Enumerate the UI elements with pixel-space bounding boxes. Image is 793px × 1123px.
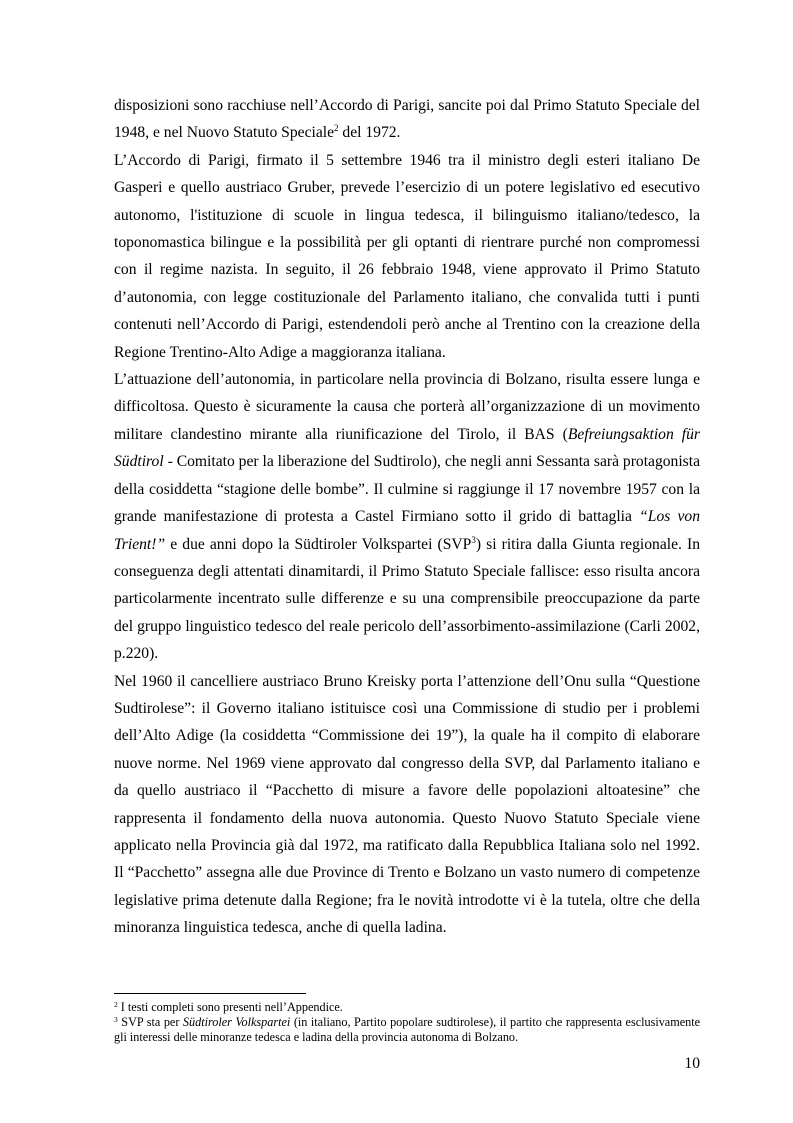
paragraph-3-text-c: e due anni dopo la Südtiroler Volkspartei (SVP [165,535,472,553]
footnote-3-text-b: (in italiano, Partito popolare sudtirolese), il partito che rappresenta esclusivamente gli interessi delle minoranze tedesca e ladina della provincia autonoma di Bolzano. [114,1015,700,1044]
bas-name-italic: Befreiungsaktion für Südtirol [114,425,700,471]
paragraph-1 [114,92,700,147]
footnote-2 [114,1000,700,1015]
footnote-2-mark: 2 [114,1000,118,1009]
footnote-3-text-a: SVP sta per [117,1015,183,1029]
page-number: 10 [684,1055,700,1072]
footnote-ref-3: 3 [471,534,476,545]
footnote-3-mark: 3 [114,1015,118,1024]
paragraph-3-text-a: L’attuazione dell’autonomia, in particolare nella provincia di Bolzano, risulta essere lunga e difficoltosa. Questo è sicuramente la causa che porterà all’organizzazione di un movimento militare clandestino mirante alla riunificazione del Tirolo, il BAS ( [114,371,700,443]
paragraph-3-text-d: ) si ritira dalla Giunta regionale. In conseguenza degli attentati dinamitardi, il Primo Statuto Speciale fallisce: esso risulta ancora particolarmente incentrato sulle differenze e su una comprensibile preoccupazione da parte del gruppo linguistico tedesco del reale pericolo dell’assorbimento-assimilazione (Carli 2002, p.220). [114,535,700,663]
paragraph-2: L’Accordo di Parigi, firmato il 5 settembre 1946 tra il ministro degli esteri italiano De Gasperi e quello austriaco Gruber, prevede l’esercizio di un potere legislativo ed esecutivo autonomo, l'istituzione di scuole in lingua tedesca, il bilinguismo italiano/tedesco, la toponomastica bilingue e la possibilità per gli optanti di rientrare purché non compromessi con il regime nazista. In seguito, il 26 febbraio 1948, viene approvato il Primo Statuto d’autonomia, con legge costituzionale del Parlamento italiano, che convalida tutti i punti contenuti nell’Accordo di Parigi, estendendoli però anche al Trentino con la creazione della Regione Trentino-Alto Adige a maggioranza italiana. [114,151,700,361]
paragraph-3-text-b: - Comitato per la liberazione del Sudtirolo), che negli anni Sessanta sarà protagonista della cosiddetta “stagione delle bombe”. Il culmine si raggiunge il 17 novembre 1957 con la grande manifestazione di protesta a Castel Firmiano sotto il grido di battaglia [114,453,700,526]
paragraph-4: Nel 1960 il cancelliere austriaco Bruno Kreisky porta l’attenzione dell’Onu sulla “Questione Sudtirolese”: il Governo italiano istituisce così una Commissione di studio per i problemi dell’Alto Adige (la cosiddetta “Commissione dei 19”), la quale ha il compito di elaborare nuove norme. Nel 1969 viene approvato dal congresso della SVP, dal Parlamento italiano e da quello austriaco il “Pacchetto di misure a favore delle popolazioni altoatesine” che rappresenta il fondamento della nuova autonomia. Questo Nuovo Statuto Speciale viene applicato nella Provincia già dal 1972, ma ratificato dalla Repubblica Italiana solo nel 1992. Il “Pacchetto” assegna alle due Province di Trento e Bolzano un vasto numero di competenze legislative prima detenute dalla Regione; fra le novità introdotte vi è la tutela, oltre che della minoranza linguistica tedesca, anche di quella ladina. [114,672,700,937]
footnote-2-text: I testi completi sono presenti nell’Appendice. [117,1000,343,1014]
footnote-ref-2: 2 [334,123,339,134]
footnote-3-italic: Südtiroler Volkspartei [182,1015,291,1029]
footnote-3 [114,1015,700,1045]
paragraph-1-text-end: del 1972. [338,124,401,142]
paragraph-3 [114,366,700,667]
footnote-separator [114,993,306,994]
paragraph-1-text: disposizioni sono racchiuse nell’Accordo di Parigi, sancite poi dal Primo Statuto Speciale del 1948, e nel Nuovo Statuto Speciale [114,97,700,142]
footnotes [114,1000,700,1045]
battle-cry-italic: “Los von Trient!” [114,508,701,553]
body-text [114,92,700,942]
